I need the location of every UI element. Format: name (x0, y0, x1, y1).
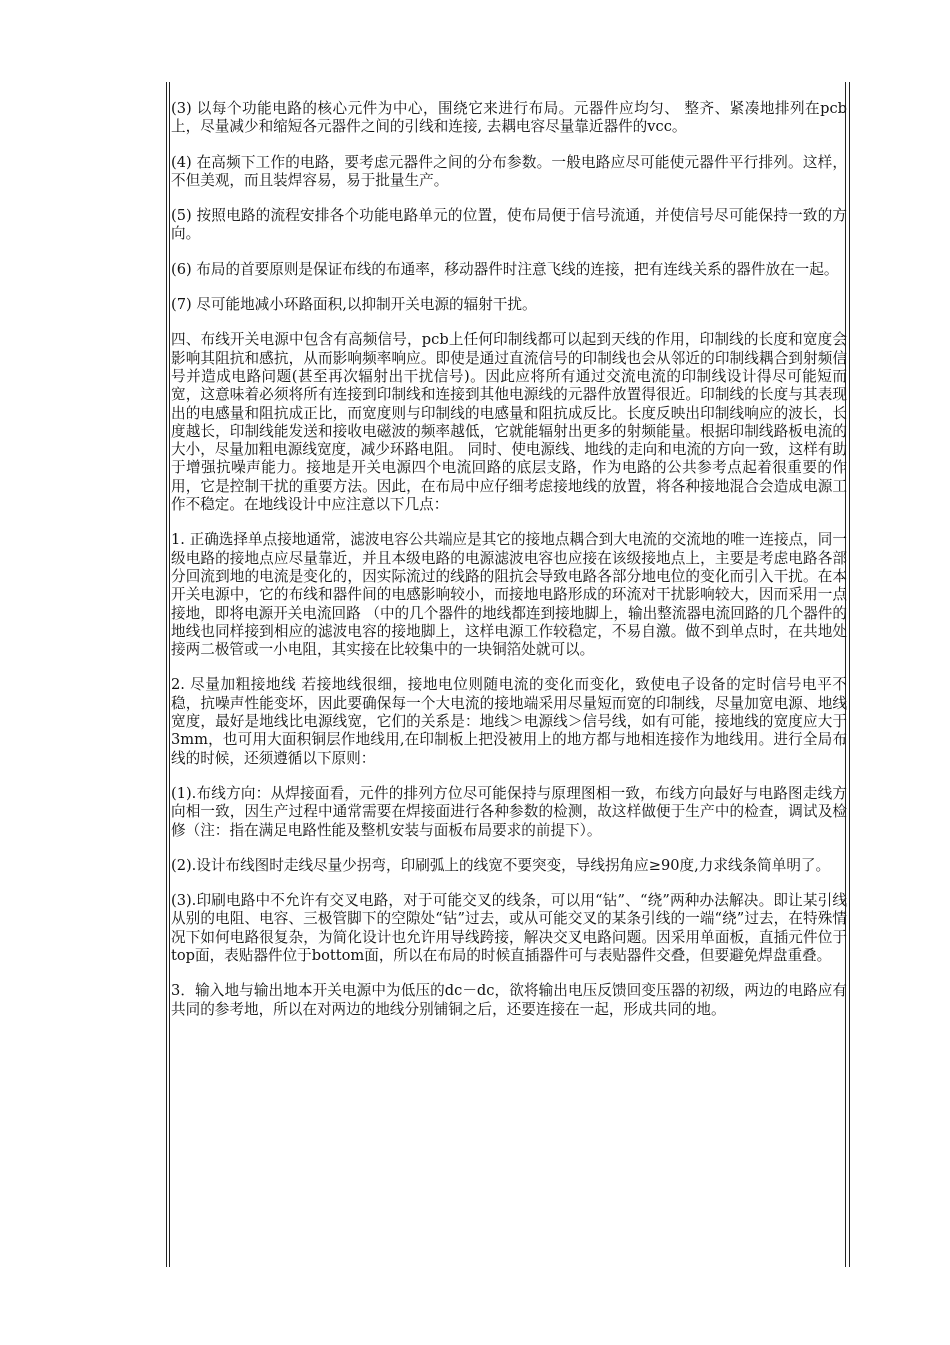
paragraph-no-crossing: (3).印刷电路中不允许有交叉电路，对于可能交叉的线条，可以用“钻”、“绕”两种办法解决。即让某引线从别的电阻、电容、三极管脚下的空隙处“钻”过去，或从可能交叉的某条引线的一端“绕”过去，在特殊情况下如何电路很复杂，为简化设计也允许用导线跨接，解决交叉电路问题。因采用单面板，直插元件位于top面，表贴器件位于bottom面，所以在布局的时候直插器件可与表贴器件交叠，但要避免焊盘重叠。 (171, 892, 847, 964)
paragraph-input-output-ground: 3．输入地与输出地本开关电源中为低压的dc－dc，欲将输出电压反馈回变压器的初级，两边的电路应有共同的参考地，所以在对两边的地线分别铺铜之后，还要连接在一起，形成共同的地。 (171, 982, 847, 1018)
paragraph-layout-rule-3: (3) 以每个功能电路的核心元件为中心，围绕它来进行布局。元器件应均匀、 整齐、紧凑地排列在pcb上，尽量减少和缩短各元器件之间的引线和连接, 去耦电容尽量靠近器件的vcc。 (171, 100, 847, 136)
paragraph-layout-rule-5: (5) 按照电路的流程安排各个功能电路单元的位置，使布局便于信号流通，并使信号尽可能保持一致的方向。 (171, 207, 847, 243)
paragraph-layout-rule-4: (4) 在高频下工作的电路，要考虑元器件之间的分布参数。一般电路应尽可能使元器件平行排列。这样，不但美观，而且装焊容易，易于批量生产。 (171, 153, 847, 189)
right-border-line (849, 82, 850, 1267)
left-border-line (166, 82, 167, 1267)
document-body (171, 100, 847, 1036)
paragraph-thicken-ground: 2. 尽量加粗接地线 若接地线很细，接地电位则随电流的变化而变化，致使电子设备的定时信号电平不稳，抗噪声性能变坏，因此要确保每一个大电流的接地端采用尽量短而宽的印制线，尽量加宽电源、地线宽度，最好是地线比电源线宽，它们的关系是：地线＞电源线＞信号线，如有可能，接地线的宽度应大于3mm，也可用大面积铜层作地线用,在印制板上把没被用上的地方都与地相连接作为地线用。进行全局布线的时候，还须遵循以下原则： (171, 676, 847, 767)
paragraph-routing-bends: (2).设计布线图时走线尽量少拐弯，印刷弧上的线宽不要突变，导线拐角应≥90度,力求线条简单明了。 (171, 856, 831, 874)
paragraph-layout-rule-7: (7) 尽可能地减小环路面积,以抑制开关电源的辐射干扰。 (171, 296, 537, 314)
left-border-line-inner (169, 82, 170, 1267)
paragraph-routing-direction: (1).布线方向：从焊接面看，元件的排列方位尽可能保持与原理图相一致，布线方向最好与电路图走线方向相一致，因生产过程中通常需要在焊接面进行各种参数的检测，故这样做便于生产中的检查，调试及检修（注：指在满足电路性能及整机安装与面板布局要求的前提下）。 (171, 784, 847, 839)
paragraph-layout-rule-6: (6) 布局的首要原则是保证布线的布通率，移动器件时注意飞线的连接，把有连线关系的器件放在一起。 (171, 260, 839, 278)
paragraph-routing-section: 四、布线开关电源中包含有高频信号，pcb上任何印制线都可以起到天线的作用，印制线的长度和宽度会影响其阻抗和感抗，从而影响频率响应。即使是通过直流信号的印制线也会从邻近的印制线耦合到射频信号并造成电路问题(甚至再次辐射出干扰信号)。因此应将所有通过交流电流的印制线设计得尽可能短而宽，这意味着必须将所有连接到印制线和连接到其他电源线的元器件放置得很近。印制线的长度与其表现出的电感量和阻抗成正比，而宽度则与印制线的电感量和阻抗成反比。长度反映出印制线响应的波长，长度越长，印制线能发送和接收电磁波的频率越低，它就能辐射出更多的射频能量。根据印制线路板电流的大小，尽量加粗电源线宽度，减少环路电阻。 同时、使电源线、地线的走向和电流的方向一致，这样有助于增强抗噪声能力。接地是开关电源四个电流回路的底层支路，作为电路的公共参考点起着很重要的作用，它是控制干扰的重要方法。因此，在布局中应仔细考虑接地线的放置，将各种接地混合会造成电源工作不稳定。在地线设计中应注意以下几点： (171, 331, 847, 514)
paragraph-single-point-ground: 1. 正确选择单点接地通常，滤波电容公共端应是其它的接地点耦合到大电流的交流地的唯一连接点，同一级电路的接地点应尽量靠近，并且本级电路的电源滤波电容也应接在该级接地点上，主要是考虑电路各部分回流到地的电流是变化的，因实际流过的线路的阻抗会导致电路各部分地电位的变化而引入干扰。在本开关电源中，它的布线和器件间的电感影响较小，而接地电路形成的环流对干扰影响较大，因而采用一点接地，即将电源开关电流回路 （中的几个器件的地线都连到接地脚上，输出整流器电流回路的几个器件的地线也同样接到相应的滤波电容的接地脚上，这样电源工作较稳定，不易自激。做不到单点时，在共地处接两二极管或一小电阻，其实接在比较集中的一块铜箔处就可以。 (171, 531, 847, 659)
